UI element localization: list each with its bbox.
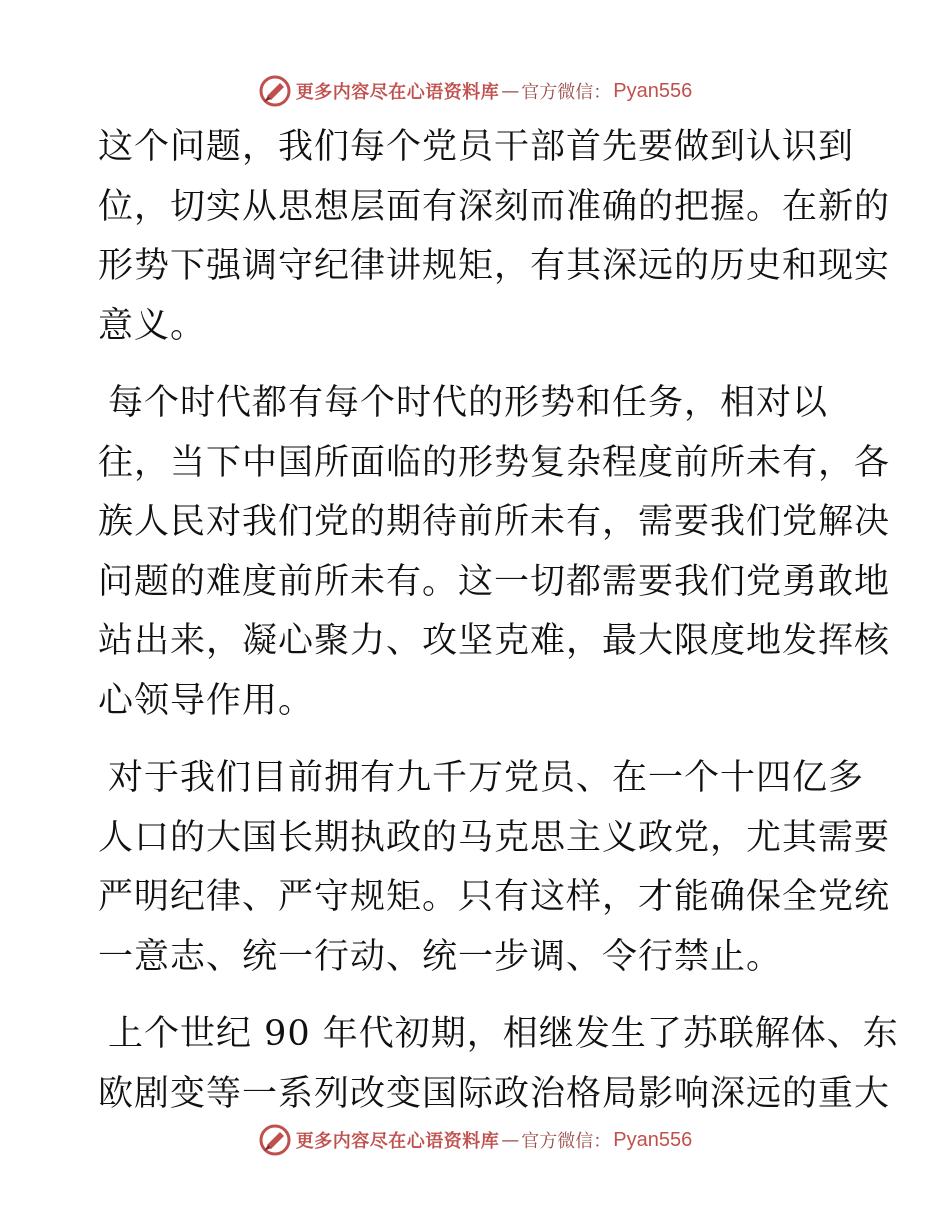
text-line: 严明纪律、严守规矩。只有这样，才能确保全党统 <box>98 877 891 917</box>
watermark-label: 官方微信： <box>521 82 612 103</box>
text-line: 站出来，凝心聚力、攻坚克难，最大限度地发挥核 <box>98 621 891 661</box>
watermark-separator: — <box>501 1129 520 1151</box>
text-line: 对于我们目前拥有九千万党员、在一个十四亿多 <box>108 758 865 798</box>
paragraph-4 <box>98 1005 899 1124</box>
text-line: 心领导作用。 <box>98 680 315 721</box>
text-line: 上个世纪 90 年代初期，相继发生了苏联解体、东 <box>108 1014 899 1054</box>
watermark-wechat-id: Pyan556 <box>613 1128 693 1151</box>
footer-watermark <box>0 1120 950 1160</box>
text-line: 欧剧变等一系列改变国际政治格局影响深远的重大 <box>98 1073 891 1114</box>
text-line: 往，当下中国所面临的形势复杂程度前所未有，各 <box>98 442 891 483</box>
watermark-wechat-id: Pyan556 <box>613 79 693 102</box>
text-line: 每个时代都有每个时代的形势和任务，相对以 <box>108 383 829 423</box>
document-body <box>98 118 899 1142</box>
text-line: 形势下强调守纪律讲规矩，有其深远的历史和现实 <box>98 246 891 286</box>
text-line: 族人民对我们党的期待前所未有，需要我们党解决 <box>98 502 891 542</box>
paragraph-2 <box>98 374 891 731</box>
text-line: 位，切实从思想层面有深刻而准确的把握。在新的 <box>98 186 891 227</box>
text-line: 问题的难度前所未有。这一切都需要我们党勇敢地 <box>98 561 891 602</box>
watermark-separator: — <box>501 80 520 102</box>
text-line: 人口的大国长期执政的马克思主义政党，尤其需要 <box>98 817 891 858</box>
brand-logo-icon <box>258 1123 292 1157</box>
paragraph-3 <box>98 749 891 987</box>
watermark-brand-text: 更多内容尽在心语资料库 <box>295 1131 500 1152</box>
brand-logo-icon <box>258 74 292 108</box>
paragraph-1 <box>98 118 891 356</box>
text-line: 一意志、统一行动、统一步调、令行禁止。 <box>98 936 783 977</box>
header-watermark <box>0 71 950 111</box>
watermark-brand-text: 更多内容尽在心语资料库 <box>295 82 500 103</box>
text-line: 这个问题，我们每个党员干部首先要做到认识到 <box>98 127 855 167</box>
watermark-label: 官方微信： <box>521 1131 612 1152</box>
text-line: 意义。 <box>98 305 207 346</box>
